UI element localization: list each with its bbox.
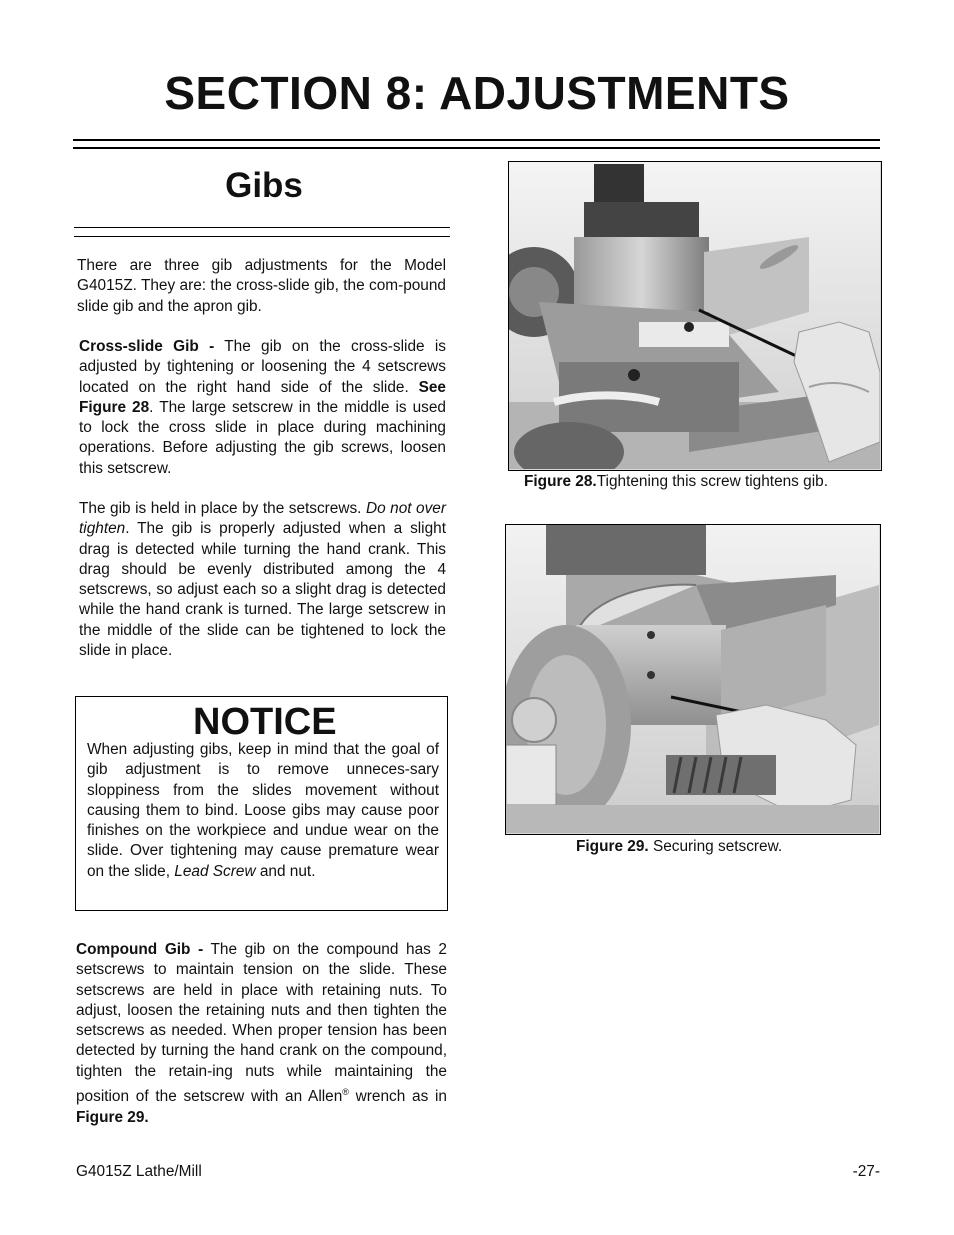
figure-28-label: Figure 28. [524,473,597,490]
section-rule-bottom [74,236,450,237]
figure-28-reference: See Figure 28 [79,378,446,416]
figure-28-photo [508,161,882,471]
gib-held-paragraph: The gib is held in place by the setscrews. Do not over tighten. The gib is properly adjusted when a slight drag is detected while turning the hand crank. This drag should be evenly distributed among the 4 setscrews, so adjust each so a slight drag is detected while the hand crank is turned. The large setscrew in the middle of the slide can be tightened to lock the slide in place. [79,500,446,660]
notice-text: When adjusting gibs, keep in mind that the goal of gib adjustment is to remove unneces-sary sloppiness from the slides movement without causing them to bind. Loose gibs may cause poor finishes on the workpiece and undue wear on the slide. Over tightening may cause premature wear on the slide, Lead Screw and nut. [87,741,439,880]
lathe-cross-slide-illustration [509,162,880,469]
lead-screw-emphasis: Lead Screw [174,862,256,880]
cross-slide-paragraph: Cross-slide Gib - The gib on the cross-slide is adjusted by tightening or loosening the 4 setscrews located on the right hand side of the slide. See Figure 28. The large setscrew in the middle is used to lock the cross slide in place during machining operations. Before adjusting the gib screws, loosen this setscrew. [79,338,446,477]
warning-emphasis: Do not over tighten [79,500,446,538]
notice-box [75,696,448,911]
figure-29-caption: Figure 29. Securing setscrew. [576,838,783,855]
figure-29-photo [505,524,881,835]
notice-title: NOTICE [193,701,337,743]
footer-model: G4015Z Lathe/Mill [76,1163,202,1180]
compound-gib-paragraph: Compound Gib - The gib on the compound has 2 setscrews to maintain tension on the slide. These setscrews are held in place with retaining nuts. To adjust, loosen the retaining nuts and then tighten the setscrews as needed. When proper tension has been detected by turning the hand crank on the compound, tighten the retain-ing nuts while maintaining the position of the setscrew with an Allen® wrench as in Figure 29. [76,941,447,1126]
cross-slide-label: Cross-slide Gib - [79,338,215,355]
section-rule-top [74,227,450,228]
figure-29-reference: Figure 29. [76,1108,149,1126]
section-heading: Gibs [225,166,303,205]
title-rule-bottom [73,147,880,149]
footer-page-number: -27- [852,1163,880,1180]
figure-28-caption: Figure 28.Tightening this screw tightens gib. [524,473,828,490]
registered-mark: ® [342,1087,349,1098]
title-rule-top [73,139,880,141]
compound-gib-label: Compound Gib - [76,941,204,958]
page-title: SECTION 8: ADJUSTMENTS [164,67,790,119]
lathe-setscrew-illustration [506,525,879,833]
intro-paragraph: There are three gib adjustments for the Model G4015Z. They are: the cross-slide gib, the com-pound slide gib and the apron gib. [77,257,446,315]
figure-29-label: Figure 29. [576,838,649,855]
